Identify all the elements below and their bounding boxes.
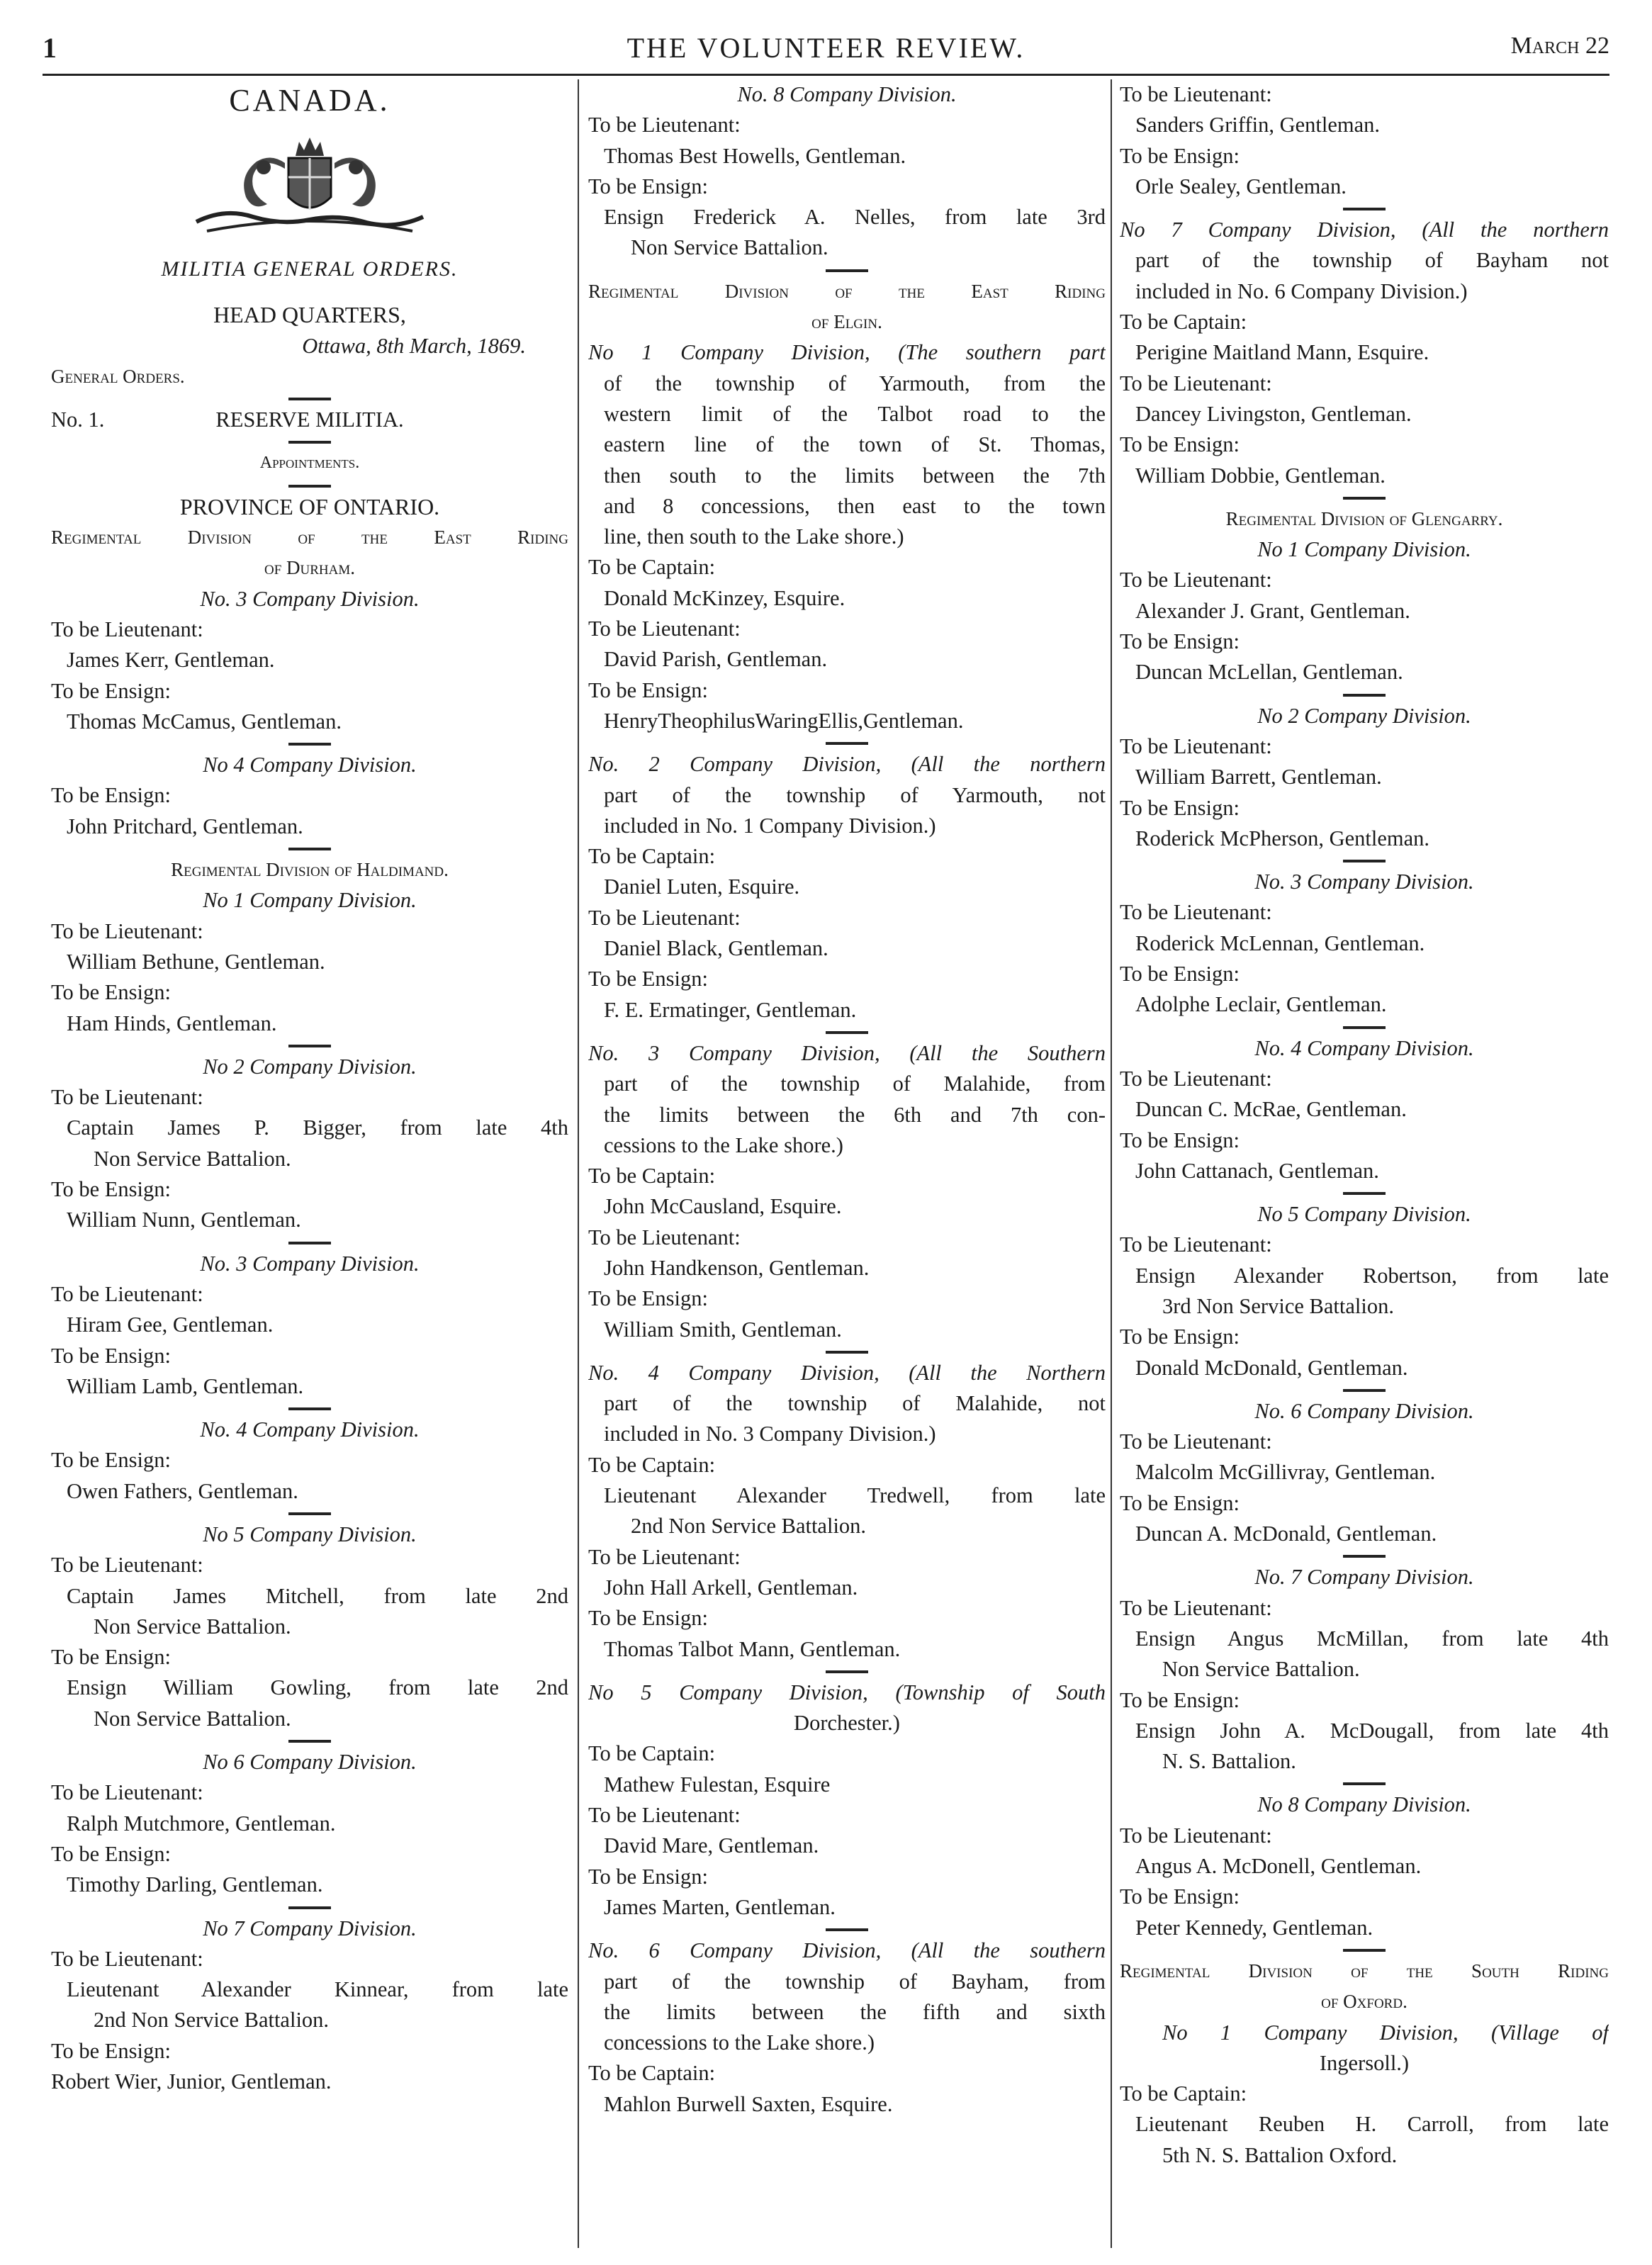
appointee-name: Mathew Fulestan, Esquire (604, 1772, 831, 1797)
appointee-name: Peter Kennedy, Gentleman. (1135, 1915, 1373, 1940)
divider (1343, 1389, 1386, 1392)
divider (288, 1045, 331, 1047)
company-division-heading: No 5 Company Division. (1257, 1202, 1471, 1227)
regimental-division-heading: Regimental Division of Glengarry. (1225, 507, 1503, 529)
rank-label: To be Captain: (588, 1452, 716, 1477)
divider (826, 1351, 868, 1354)
appointee-name: William Dobbie, Gentleman. (1135, 463, 1386, 488)
divider (288, 1740, 331, 1743)
company-division-heading: No 7 Company Division. (203, 1916, 417, 1940)
appointments-heading: Appointments. (259, 454, 360, 473)
rank-label: To be Ensign: (1120, 1325, 1240, 1349)
company-division-heading: No. 4 Company Division. (1254, 1035, 1474, 1060)
appointee-name: Lieutenant Alexander Tredwell, from late (604, 1483, 1106, 1508)
rank-label: To be Ensign: (1120, 795, 1240, 820)
rank-label: To be Lieutenant: (588, 113, 741, 137)
rank-label: To be Ensign: (51, 1343, 171, 1368)
rank-label: To be Lieutenant: (1120, 1232, 1272, 1257)
appointee-name: Adolphe Leclair, Gentleman. (1135, 992, 1387, 1017)
divider (288, 485, 331, 488)
appointee-name: Sanders Griffin, Gentleman. (1135, 113, 1381, 137)
regimental-division-heading: of Durham. (264, 557, 356, 579)
rank-label: To be Ensign: (588, 1606, 708, 1631)
rank-label: To be Ensign: (51, 980, 171, 1005)
rank-label: To be Captain: (588, 2061, 716, 2086)
appointee-name: James Marten, Gentleman. (604, 1894, 836, 1919)
appointee-name: Non Service Battalion. (1162, 1657, 1360, 1682)
head-quarters: HEAD QUARTERS, (213, 302, 406, 328)
appointee-name: Mahlon Burwell Saxten, Esquire. (604, 2091, 893, 2116)
appointee-name: Thomas Talbot Mann, Gentleman. (604, 1636, 901, 1661)
order-number-row (51, 405, 568, 435)
column-2 (588, 79, 1106, 2255)
rank-label: To be Lieutenant: (588, 1544, 741, 1569)
rank-label: To be Lieutenant: (51, 1085, 203, 1110)
appointee-name: Lieutenant Reuben H. Carroll, from late (1135, 2112, 1609, 2137)
appointee-name: Donald McKinzey, Esquire. (604, 585, 845, 610)
company-division-text: of the township of Yarmouth, from the (604, 371, 1106, 395)
appointee-name: Thomas McCamus, Gentleman. (67, 709, 342, 734)
column-divider (1111, 79, 1112, 2248)
appointee-name: Angus A. McDonell, Gentleman. (1135, 1854, 1422, 1879)
appointee-name: Perigine Maitland Mann, Esquire. (1135, 340, 1429, 365)
company-division-text (588, 337, 1106, 368)
rank-label: To be Ensign: (588, 967, 708, 991)
company-division-heading: No. 3 Company Division. (1254, 870, 1474, 894)
page-number: 1 (43, 32, 57, 64)
company-division-text (588, 1038, 1106, 1069)
rank-label: To be Lieutenant: (588, 617, 741, 641)
regimental-division-heading: Regimental Division of the South Riding (1120, 1960, 1609, 1982)
appointee-name: Owen Fathers, Gentleman. (67, 1478, 298, 1503)
divider (1343, 1782, 1386, 1785)
divider (826, 742, 868, 745)
rank-label: To be Ensign: (1120, 962, 1240, 987)
rank-label: To be Captain: (1120, 310, 1247, 335)
regimental-division-heading: Regimental Division of the East Riding (51, 527, 568, 549)
appointee-name: Duncan C. McRae, Gentleman. (1135, 1097, 1407, 1122)
header-rule (43, 74, 1609, 76)
company-division-label: No 7 Company Division, (All the northern (1120, 218, 1609, 242)
company-division-text (588, 1935, 1106, 1966)
appointee-name: William Lamb, Gentleman. (67, 1373, 304, 1398)
rank-label: To be Ensign: (588, 1864, 708, 1889)
appointee-name: Donald McDonald, Gentleman. (1135, 1355, 1408, 1380)
company-division-text: line, then south to the Lake shore.) (604, 524, 904, 549)
regimental-division-heading: of Oxford. (1321, 1991, 1407, 2013)
company-division-heading: No 1 Company Division. (203, 888, 417, 913)
company-division-heading: No 2 Company Division. (1257, 703, 1471, 728)
appointee-name: Hiram Gee, Gentleman. (67, 1313, 274, 1337)
appointee-name: N. S. Battalion. (1162, 1749, 1296, 1774)
appointee-name: Ham Hinds, Gentleman. (67, 1011, 277, 1035)
rank-label: To be Ensign: (1120, 143, 1240, 168)
company-division-text (588, 1358, 1106, 1388)
divider (1343, 860, 1386, 862)
company-division-text: part of the township of Bayham not (1135, 248, 1609, 273)
appointee-name: Ensign John A. McDougall, from late 4th (1135, 1718, 1609, 1743)
column-1 (51, 79, 568, 2255)
newspaper-title: THE VOLUNTEER REVIEW. (626, 32, 1026, 64)
page-header (43, 31, 1609, 77)
rank-label: To be Ensign: (51, 678, 171, 703)
appointee-name: John Pritchard, Gentleman. (67, 814, 303, 838)
company-division-text: concessions to the Lake shore.) (604, 2030, 875, 2055)
general-orders-label: General Orders. (51, 365, 185, 387)
rank-label: To be Ensign: (51, 2038, 171, 2063)
divider (1343, 208, 1386, 210)
divider (288, 1512, 331, 1515)
divider (288, 398, 331, 400)
appointee-name: John Cattanach, Gentleman. (1135, 1158, 1379, 1183)
order-number: No. 1. (51, 408, 105, 432)
rank-label: To be Captain: (588, 844, 716, 869)
rank-label: To be Captain: (588, 1164, 716, 1188)
company-division-text (1120, 2018, 1609, 2048)
rank-label: To be Lieutenant: (1120, 1595, 1272, 1620)
issue-date: March 22 (1510, 33, 1609, 59)
company-division-heading: No. 4 Company Division. (200, 1417, 420, 1442)
rank-label: To be Ensign: (51, 783, 171, 808)
rank-label: To be Ensign: (588, 1286, 708, 1311)
rank-label: To be Lieutenant: (51, 1281, 203, 1306)
divider (288, 1906, 331, 1909)
company-division-heading: No 6 Company Division. (203, 1750, 417, 1775)
rank-label: To be Lieutenant: (1120, 1066, 1272, 1091)
appointee-name: Timothy Darling, Gentleman. (67, 1872, 323, 1897)
appointee-name: Ensign William Gowling, from late 2nd (67, 1675, 568, 1700)
company-division-text: Dorchester.) (794, 1711, 900, 1736)
appointee-name: Captain James P. Bigger, from late 4th (67, 1115, 568, 1140)
appointee-name: Thomas Best Howells, Gentleman. (604, 143, 906, 168)
divider (1343, 694, 1386, 697)
company-division-heading: No 1 Company Division. (1257, 537, 1471, 562)
company-division-text: Ingersoll.) (1319, 2050, 1410, 2075)
rank-label: To be Ensign: (1120, 1128, 1240, 1152)
appointee-name: John Handkenson, Gentleman. (604, 1255, 870, 1280)
rank-label: To be Lieutenant: (51, 617, 203, 641)
appointee-name: 2nd Non Service Battalion. (94, 2008, 330, 2033)
company-division-label: No 5 Company Division, (Township of South (588, 1680, 1106, 1704)
company-division-text: included in No. 1 Company Division.) (604, 813, 936, 838)
company-division-text: included in No. 6 Company Division.) (1135, 279, 1468, 303)
rank-label: To be Ensign: (588, 678, 708, 702)
appointee-name: 2nd Non Service Battalion. (631, 1514, 867, 1539)
appointee-name: Duncan McLellan, Gentleman. (1135, 660, 1403, 685)
dateline: Ottawa, 8th March, 1869. (302, 333, 526, 358)
orders-title: MILITIA GENERAL ORDERS. (161, 257, 459, 281)
company-division-label: No 1 Company Division, (The southern part (588, 340, 1106, 365)
appointee-name: William Nunn, Gentleman. (67, 1208, 301, 1232)
rank-label: To be Ensign: (1120, 1687, 1240, 1712)
rank-label: To be Lieutenant: (588, 1225, 741, 1249)
rank-label: To be Ensign: (51, 1841, 171, 1866)
appointee-name: Captain James Mitchell, from late 2nd (67, 1583, 568, 1608)
appointee-name: Dancey Livingston, Gentleman. (1135, 401, 1412, 426)
company-division-text: then south to the limits between the 7th (604, 463, 1106, 488)
appointee-name: Ensign Angus McMillan, from late 4th (1135, 1626, 1609, 1651)
appointee-name: Orle Sealey, Gentleman. (1135, 174, 1347, 198)
appointee-name: Non Service Battalion. (94, 1146, 291, 1171)
appointee-name: David Parish, Gentleman. (604, 647, 828, 672)
appointee-name: 3rd Non Service Battalion. (1162, 1293, 1394, 1318)
company-division-heading: No 4 Company Division. (203, 753, 417, 777)
rank-label: To be Lieutenant: (51, 1780, 203, 1805)
appointee-name: John Hall Arkell, Gentleman. (604, 1575, 858, 1600)
company-division-text: western limit of the Talbot road to the (604, 401, 1106, 426)
divider (826, 1928, 868, 1931)
rank-label: To be Captain: (588, 1741, 716, 1766)
appointee-name: David Mare, Gentleman. (604, 1833, 819, 1858)
rank-label: To be Ensign: (1120, 629, 1240, 654)
company-division-text: and 8 concessions, then east to the town (604, 493, 1106, 518)
company-division-text: part of the township of Yarmouth, not (604, 782, 1106, 807)
appointee-name: HenryTheophilusWaringEllis,Gentleman. (604, 708, 964, 733)
appointee-name: Roderick McPherson, Gentleman. (1135, 826, 1430, 850)
divider (826, 1031, 868, 1034)
divider (288, 441, 331, 444)
divider (288, 1407, 331, 1410)
regimental-division-heading: Regimental Division of the East Riding (588, 280, 1106, 302)
rank-label: To be Lieutenant: (1120, 1823, 1272, 1848)
company-division-text: the limits between the 6th and 7th con- (604, 1102, 1106, 1127)
appointee-name: Non Service Battalion. (94, 1614, 291, 1639)
company-division-text (588, 1677, 1106, 1708)
column-3 (1120, 79, 1609, 2255)
divider (288, 1242, 331, 1244)
company-division-text: cessions to the Lake shore.) (604, 1132, 843, 1157)
appointee-name: Daniel Luten, Esquire. (604, 875, 800, 899)
column-divider (578, 79, 579, 2248)
appointee-name: John McCausland, Esquire. (604, 1194, 842, 1219)
rank-label: To be Ensign: (1120, 1490, 1240, 1515)
rank-label: To be Lieutenant: (1120, 568, 1272, 592)
appointee-name: Ensign Frederick A. Nelles, from late 3rd (604, 205, 1106, 230)
divider (1343, 1555, 1386, 1558)
appointee-name: F. E. Ermatinger, Gentleman. (604, 997, 857, 1022)
divider (826, 269, 868, 272)
rank-label: To be Captain: (1120, 2081, 1247, 2106)
appointee-name: James Kerr, Gentleman. (67, 648, 275, 673)
province-heading: PROVINCE OF ONTARIO. (179, 493, 440, 519)
company-division-text: part of the township of Malahide, not (604, 1391, 1106, 1416)
company-division-text (588, 749, 1106, 780)
regimental-division-heading: Regimental Division of Haldimand. (171, 859, 449, 881)
rank-label: To be Ensign: (588, 174, 708, 198)
regimental-division-heading: of Elgin. (811, 311, 882, 333)
appointee-name: Alexander J. Grant, Gentleman. (1135, 598, 1410, 623)
reserve-militia-heading: RESERVE MILITIA. (215, 408, 404, 432)
divider (1343, 1949, 1386, 1952)
company-division-text: included in No. 3 Company Division.) (604, 1422, 936, 1446)
divider (288, 848, 331, 850)
coat-of-arms-icon (182, 126, 437, 247)
company-division-text (1120, 215, 1609, 245)
divider (1343, 497, 1386, 500)
company-division-heading: No 2 Company Division. (203, 1054, 417, 1079)
rank-label: To be Ensign: (1120, 1884, 1240, 1909)
canada-heading: CANADA. (229, 83, 390, 118)
appointee-name: Roderick McLennan, Gentleman. (1135, 931, 1425, 955)
appointee-name: Robert Wier, Junior, Gentleman. (51, 2069, 332, 2094)
company-division-label: No 1 Company Division, (Village of (1162, 2020, 1609, 2045)
company-division-text: eastern line of the town of St. Thomas, (604, 432, 1106, 457)
company-division-label: No. 2 Company Division, (All the northern (588, 752, 1106, 777)
company-division-label: No. 6 Company Division, (All the southern (588, 1938, 1106, 1963)
company-division-heading: No. 8 Company Division. (737, 82, 957, 106)
rank-label: To be Lieutenant: (51, 918, 203, 943)
rank-label: To be Lieutenant: (588, 905, 741, 930)
rank-label: To be Lieutenant: (1120, 900, 1272, 925)
company-division-text: part of the township of Bayham, from (604, 1969, 1106, 1994)
company-division-heading: No 8 Company Division. (1257, 1792, 1471, 1817)
rank-label: To be Ensign: (51, 1177, 171, 1202)
appointee-name: Ralph Mutchmore, Gentleman. (67, 1811, 336, 1836)
divider (288, 743, 331, 746)
appointee-name: Non Service Battalion. (631, 235, 828, 260)
rank-label: To be Lieutenant: (51, 1553, 203, 1578)
rank-label: To be Lieutenant: (588, 1803, 741, 1828)
company-division-heading: No. 3 Company Division. (200, 586, 420, 611)
company-division-text: part of the township of Malahide, from (604, 1072, 1106, 1096)
divider (826, 1670, 868, 1673)
company-division-text: the limits between the fifth and sixth (604, 1999, 1106, 2024)
appointee-name: Lieutenant Alexander Kinnear, from late (67, 1977, 568, 2002)
rank-label: To be Captain: (588, 555, 716, 580)
company-division-label: No. 4 Company Division, (All the Northern (588, 1360, 1106, 1385)
divider (1343, 1192, 1386, 1195)
appointee-name: 5th N. S. Battalion Oxford. (1162, 2142, 1398, 2167)
rank-label: To be Lieutenant: (51, 1946, 203, 1971)
appointee-name: William Bethune, Gentleman. (67, 949, 325, 974)
rank-label: To be Lieutenant: (1120, 1429, 1272, 1454)
rank-label: To be Ensign: (51, 1448, 171, 1473)
company-division-label: No. 3 Company Division, (All the Southern (588, 1040, 1106, 1065)
rank-label: To be Ensign: (1120, 432, 1240, 457)
rank-label: To be Lieutenant: (1120, 734, 1272, 758)
appointee-name: Ensign Alexander Robertson, from late (1135, 1263, 1609, 1288)
rank-label: To be Ensign: (51, 1645, 171, 1670)
rank-label: To be Lieutenant: (1120, 371, 1272, 395)
appointee-name: William Smith, Gentleman. (604, 1317, 842, 1342)
appointee-name: William Barrett, Gentleman. (1135, 765, 1382, 789)
rank-label: To be Lieutenant: (1120, 82, 1272, 106)
appointee-name: Non Service Battalion. (94, 1706, 291, 1731)
company-division-heading: No. 3 Company Division. (200, 1251, 420, 1276)
appointee-name: Malcolm McGillivray, Gentleman. (1135, 1460, 1436, 1485)
company-division-heading: No 5 Company Division. (203, 1522, 417, 1546)
appointee-name: Daniel Black, Gentleman. (604, 936, 828, 961)
company-division-heading: No. 6 Company Division. (1254, 1398, 1474, 1423)
appointee-name: Duncan A. McDonald, Gentleman. (1135, 1522, 1437, 1546)
company-division-heading: No. 7 Company Division. (1254, 1565, 1474, 1590)
divider (1343, 1026, 1386, 1029)
